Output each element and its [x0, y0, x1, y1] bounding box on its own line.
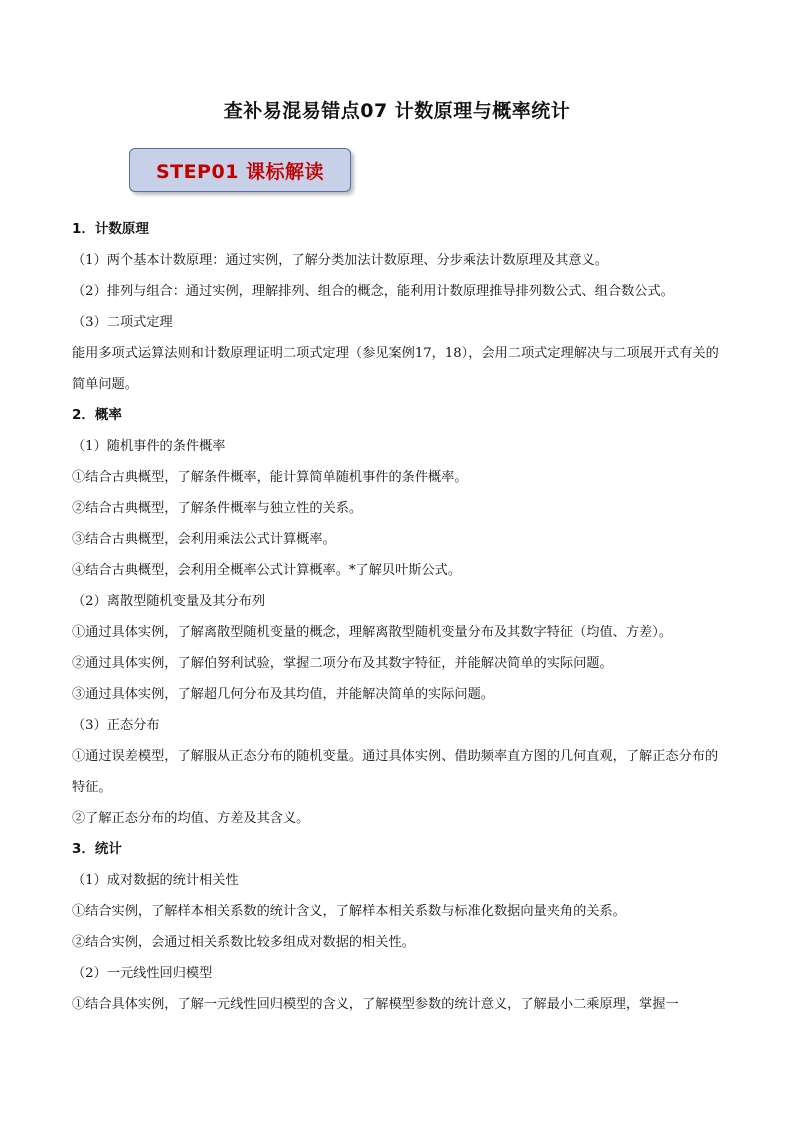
paragraph: ②通过具体实例，了解伯努利试验，掌握二项分布及其数字特征，并能解决简单的实际问题。: [72, 656, 613, 671]
paragraph: ③通过具体实例，了解超几何分布及其均值，并能解决简单的实际问题。: [72, 687, 494, 702]
document-body: [72, 214, 724, 1020]
step-label: STEP01 课标解读: [155, 160, 325, 183]
paragraph: （3）二项式定理: [72, 315, 173, 330]
paragraph: ①通过具体实例，了解离散型随机变量的概念，理解离散型随机变量分布及其数字特征（均值、方差）。: [72, 625, 673, 640]
paragraph: 能用多项式运算法则和计数原理证明二项式定理（参见案例17，18），会用二项式定理解决与二项展开式有关的简单问题。: [72, 346, 719, 392]
section-heading-statistics: 3．统计: [72, 841, 122, 857]
paragraph: ④结合古典概型，会利用全概率公式计算概率。*了解贝叶斯公式。: [72, 563, 462, 578]
paragraph: （2）排列与组合：通过实例，理解排列、组合的概念，能利用计数原理推导排列数公式、组合数公式。: [72, 284, 674, 299]
paragraph: ①通过误差模型，了解服从正态分布的随机变量。通过具体实例、借助频率直方图的几何直观，了解正态分布的特征。: [72, 749, 719, 795]
paragraph: ②了解正态分布的均值、方差及其含义。: [72, 811, 310, 826]
paragraph: ②结合古典概型，了解条件概率与独立性的关系。: [72, 501, 363, 516]
paragraph: ②结合实例，会通过相关系数比较多组成对数据的相关性。: [72, 935, 415, 950]
document-title: 查补易混易错点07 计数原理与概率统计: [223, 100, 571, 122]
section-heading-counting: 1．计数原理: [72, 221, 149, 237]
paragraph: （2）离散型随机变量及其分布列: [72, 594, 266, 609]
paragraph: ①结合实例，了解样本相关系数的统计含义，了解样本相关系数与标准化数据向量夹角的关系。: [72, 904, 626, 919]
paragraph: （1）随机事件的条件概率: [72, 439, 226, 454]
paragraph: （2）一元线性回归模型: [72, 966, 213, 981]
paragraph: （1）两个基本计数原理：通过实例，了解分类加法计数原理、分步乘法计数原理及其意义。: [72, 253, 608, 268]
paragraph: ③结合古典概型，会利用乘法公式计算概率。: [72, 532, 336, 547]
step-banner: [129, 148, 351, 192]
paragraph: ①结合具体实例，了解一元线性回归模型的含义，了解模型参数的统计意义，了解最小二乘原理，掌握一: [72, 997, 679, 1012]
paragraph: （3）正态分布: [72, 718, 160, 733]
section-heading-probability: 2．概率: [72, 407, 122, 423]
paragraph: （1）成对数据的统计相关性: [72, 873, 239, 888]
paragraph: ①结合古典概型，了解条件概率，能计算简单随机事件的条件概率。: [72, 470, 468, 485]
